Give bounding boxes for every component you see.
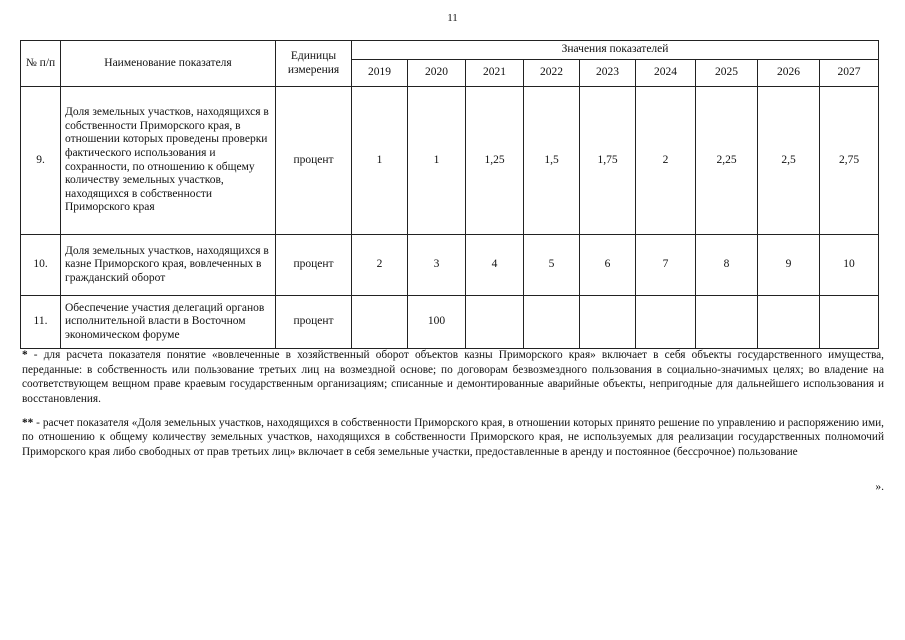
indicator-value <box>466 296 524 349</box>
header-year: 2024 <box>636 60 696 87</box>
header-year: 2020 <box>408 60 466 87</box>
indicator-value: 1,75 <box>580 87 636 235</box>
indicator-value <box>696 296 758 349</box>
closing-quote: ». <box>875 481 884 493</box>
row-number: 9. <box>21 87 61 235</box>
indicator-value: 5 <box>524 235 580 296</box>
header-num: № п/п <box>21 41 61 87</box>
header-year: 2021 <box>466 60 524 87</box>
indicator-value: 4 <box>466 235 524 296</box>
header-year: 2023 <box>580 60 636 87</box>
header-year: 2027 <box>820 60 879 87</box>
indicator-value: 1 <box>352 87 408 235</box>
indicator-unit: процент <box>276 87 352 235</box>
indicator-value: 2,75 <box>820 87 879 235</box>
header-name: Наименование показателя <box>61 41 276 87</box>
indicator-value: 2,25 <box>696 87 758 235</box>
footnote-marker: ** <box>22 416 34 429</box>
indicator-value: 1,25 <box>466 87 524 235</box>
indicator-name: Обеспечение участия делегаций органов исполнительной власти в Восточном экономическом форуме <box>61 296 276 349</box>
header-year: 2026 <box>758 60 820 87</box>
header-values-group: Значения показателей <box>352 41 879 60</box>
table-row <box>21 296 879 349</box>
indicator-value: 7 <box>636 235 696 296</box>
indicator-value: 1,5 <box>524 87 580 235</box>
indicator-unit: процент <box>276 296 352 349</box>
indicator-value: 8 <box>696 235 758 296</box>
indicator-value: 2 <box>636 87 696 235</box>
header-year: 2022 <box>524 60 580 87</box>
row-number: 10. <box>21 235 61 296</box>
indicator-value <box>820 296 879 349</box>
header-year: 2025 <box>696 60 758 87</box>
footnote-marker: * <box>22 349 28 361</box>
footnote <box>22 348 884 407</box>
indicator-unit: процент <box>276 235 352 296</box>
indicator-value: 2,5 <box>758 87 820 235</box>
table-row <box>21 235 879 296</box>
indicator-value: 2 <box>352 235 408 296</box>
footnote-text: - расчет показателя «Доля земельных участков, находящихся в собственности Приморского края, в отношении которых принято решение по управлению и распоряжению ими, по отношению к общему количеству земельных участков, находящихся в собственности Приморского края, не используемых для реализации государственных полномочий Приморского края либо свободных от прав третьих лиц» включает в себя земельные участки, предоставленные в аренду и постоянное (бессрочное) пользование <box>22 416 884 459</box>
indicators-table <box>20 40 879 349</box>
indicator-name: Доля земельных участков, находящихся в собственности Приморского края, в отношении которых проведены проверки фактического использования и сохранности, по отношению к общему количеству земельных участков, находящихся в собственности Приморского края <box>61 87 276 235</box>
table-header-row <box>21 41 879 60</box>
indicator-value: 1 <box>408 87 466 235</box>
page-number: 11 <box>447 12 458 24</box>
footnote-text: - для расчета показателя понятие «вовлеченные в хозяйственный оборот объектов казны Приморского края» включает в себя объекты государственного имущества, переданные: в собственность или пользование третьих лиц на возмездной основе; по договорам безвозмездного пользования в социально-значимых целях; во владение на соответствующем вещном праве краевым государственным организациям; списанные и демонтированные аварийные объекты, непригодные для дальнейшего использования и восстановления. <box>22 349 884 406</box>
header-year: 2019 <box>352 60 408 87</box>
indicator-value: 6 <box>580 235 636 296</box>
indicator-name: Доля земельных участков, находящихся в казне Приморского края, вовлеченных в гражданский оборот <box>61 235 276 296</box>
indicator-value <box>352 296 408 349</box>
footnote <box>22 416 884 460</box>
footnotes <box>22 348 884 469</box>
indicator-value: 9 <box>758 235 820 296</box>
indicator-value <box>524 296 580 349</box>
indicator-value: 10 <box>820 235 879 296</box>
indicator-value <box>636 296 696 349</box>
header-unit: Единицы измерения <box>276 41 352 87</box>
indicator-value <box>580 296 636 349</box>
indicator-value <box>758 296 820 349</box>
row-number: 11. <box>21 296 61 349</box>
table-row <box>21 87 879 235</box>
indicator-value: 3 <box>408 235 466 296</box>
indicator-value: 100 <box>408 296 466 349</box>
